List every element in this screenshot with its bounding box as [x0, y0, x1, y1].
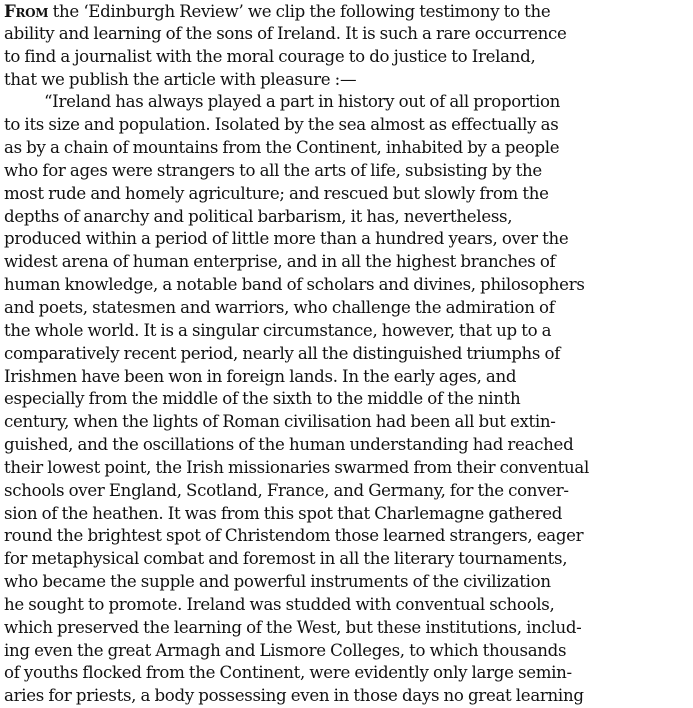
text-line: aries for priests, a body possessing even in those days no great learning	[4, 686, 584, 706]
newspaper-clipping	[4, 0, 690, 706]
text-line: comparatively recent period, nearly all the distinguished triumphs of	[4, 343, 561, 363]
text-line: that we publish the article with pleasure :—	[4, 69, 357, 89]
text-line: guished, and the oscillations of the human understanding had reached	[4, 435, 574, 455]
text-line: of youths flocked from the Continent, were evidently only large semin-	[4, 663, 572, 683]
text-line: produced within a period of little more than a hundred years, over the	[4, 229, 569, 249]
text-line: depths of anarchy and political barbarism, it has, nevertheless,	[4, 206, 513, 226]
text-line: to find a journalist with the moral courage to do justice to Ireland,	[4, 46, 536, 66]
text-line: he sought to promote. Ireland was studded with conventual schools,	[4, 594, 555, 614]
text-line: especially from the middle of the sixth to the middle of the ninth	[4, 389, 521, 409]
quote-opening-line: “Ireland has always played a part in history out of all proportion	[44, 92, 561, 112]
text-line: ing even the great Armagh and Lismore Colleges, to which thousands	[4, 640, 567, 660]
text-line: who became the supple and powerful instruments of the civilization	[4, 572, 551, 592]
text-line: widest arena of human enterprise, and in all the highest branches of	[4, 252, 556, 272]
text-line: the whole world. It is a singular circumstance, however, that up to a	[4, 320, 552, 340]
text-line: for metaphysical combat and foremost in all the literary tournaments,	[4, 549, 568, 569]
text-line: their lowest point, the Irish missionaries swarmed from their conventual	[4, 457, 589, 477]
text-line: who for ages were strangers to all the arts of life, subsisting by the	[4, 160, 542, 180]
text-line: as by a chain of mountains from the Continent, inhabited by a people	[4, 138, 560, 158]
text-line: round the brightest spot of Christendom those learned strangers, eager	[4, 526, 584, 546]
text-line: ability and learning of the sons of Ireland. It is such a rare occurrence	[4, 23, 567, 43]
text-line: to its size and population. Isolated by the sea almost as effectually as	[4, 115, 559, 135]
text-line-content: the ‘Edinburgh Review’ we clip the following testimony to the	[48, 2, 551, 21]
text-line: most rude and homely agriculture; and rescued but slowly from the	[4, 183, 549, 203]
text-line: schools over England, Scotland, France, and Germany, for the conver-	[4, 480, 569, 500]
text-line: century, when the lights of Roman civilisation had been all but extin-	[4, 412, 556, 432]
text-line: which preserved the learning of the West, but these institutions, includ-	[4, 617, 582, 637]
lead-word: From	[4, 1, 49, 21]
text-line: human knowledge, a notable band of scholars and divines, philosophers	[4, 275, 585, 295]
text-line: Irishmen have been won in foreign lands. In the early ages, and	[4, 366, 517, 386]
text-line: and poets, statesmen and warriors, who challenge the admiration of	[4, 297, 555, 317]
text-line: sion of the heathen. It was from this spot that Charlemagne gathered	[4, 503, 563, 523]
text-line	[4, 0, 690, 23]
